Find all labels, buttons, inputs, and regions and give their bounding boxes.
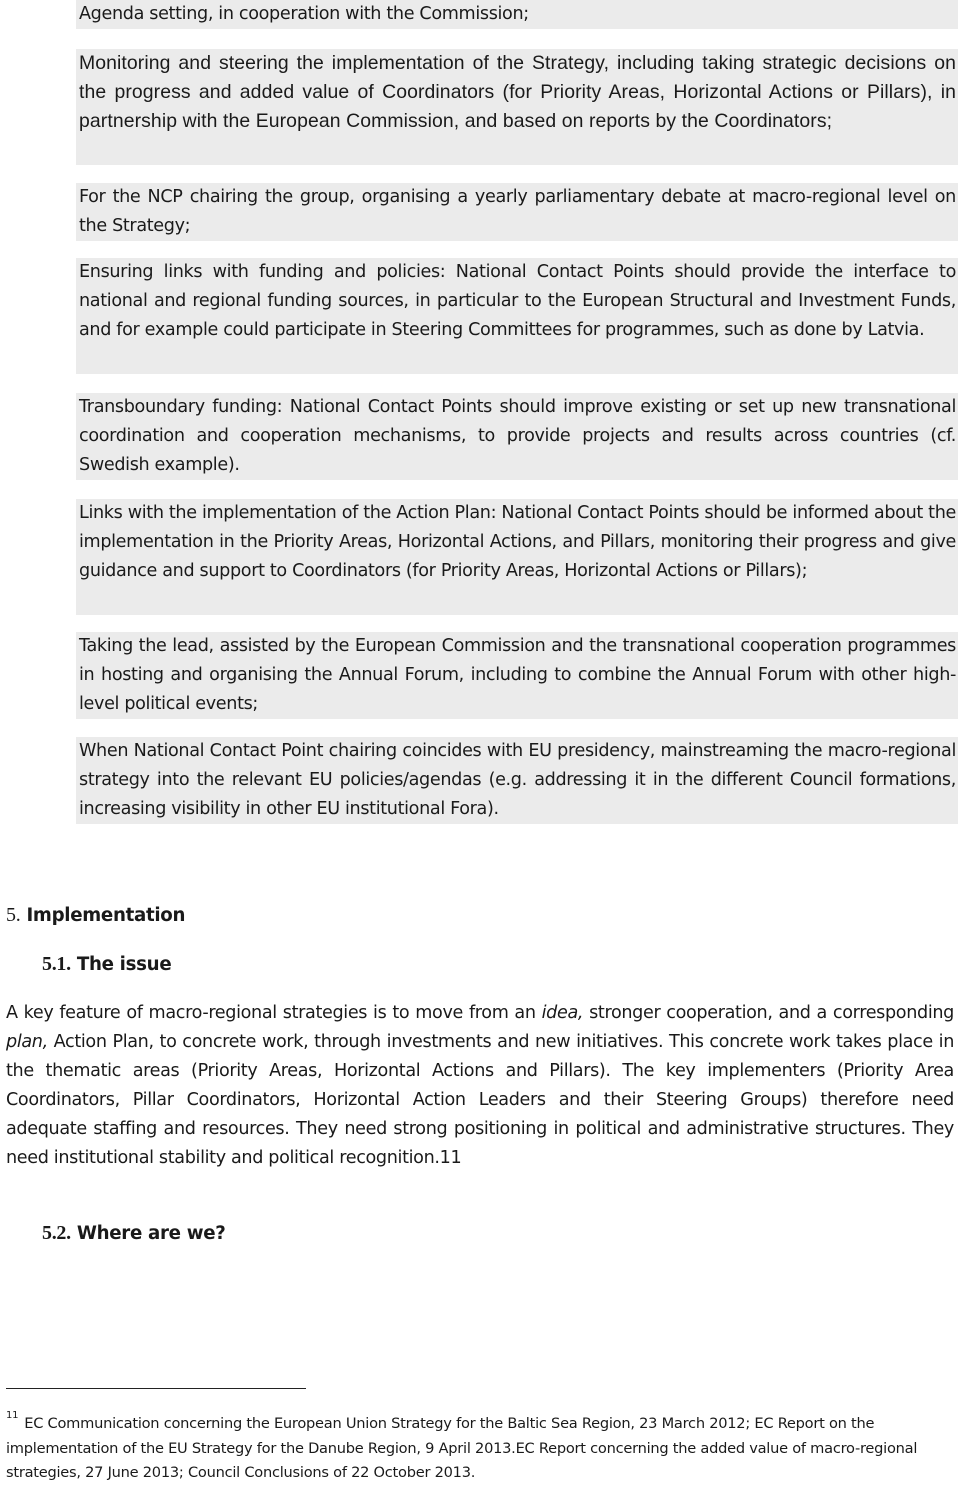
footnote-marker: 11: [6, 1410, 19, 1421]
idea-emphasis: idea,: [541, 1003, 584, 1023]
footnote-reference[interactable]: 11: [439, 1147, 462, 1168]
section-5-number: 5.: [6, 904, 21, 926]
section-5-2-number: 5.2.: [42, 1222, 71, 1244]
section-5-2-heading: [42, 1221, 226, 1246]
section-5-1-number: 5.1.: [42, 953, 71, 975]
paragraph-part-2: stronger cooperation, and a corresponding: [583, 1003, 955, 1023]
footnote-text: EC Communication concerning the European Union Strategy for the Baltic Sea Region, 23 March 2012; EC Report on the implementation of the EU Strategy for the Danube Region, 9 April 2013.EC Report concerning the added value of macro-regional strategies, 27 June 2013; Council Conclusions of 22 October 2013.: [6, 1415, 918, 1481]
list-item-parliamentary-debate: For the NCP chairing the group, organising a yearly parliamentary debate at macro-regional level on the Strategy;: [76, 183, 958, 241]
footnote-separator: [6, 1388, 306, 1389]
list-item-eu-presidency: When National Contact Point chairing coincides with EU presidency, mainstreaming the macro-regional strategy into the relevant EU policies/agendas (e.g. addressing it in the different Council formations, increasing visibility in other EU institutional Fora).: [76, 737, 958, 824]
list-item-funding-links: Ensuring links with funding and policies: National Contact Points should provide the interface to national and regional funding sources, in particular to the European Structural and Investment Funds, and for example could participate in Steering Committees for programmes, such as done by Latvia.: [76, 258, 958, 374]
paragraph-part-3: Action Plan, to concrete work, through investments and new initiatives. This concrete work takes place in the thematic areas (Priority Areas, Horizontal Actions and Pillars). The key implementers (Priority Area Coordinators, Pillar Coordinators, Horizontal Action Leaders and their Steering Groups) therefore need adequate staffing and resources. They need strong positioning in political and administrative structures. They need institutional stability and political recognition.: [6, 1031, 954, 1168]
section-5-1-heading: [42, 952, 171, 977]
section-5-2-title: Where are we?: [76, 1223, 226, 1244]
section-5-title: Implementation: [26, 905, 186, 926]
plan-emphasis: plan,: [6, 1031, 48, 1052]
paragraph-part-1: A key feature of macro-regional strategies is to move from an: [6, 1003, 542, 1023]
list-item-annual-forum: Taking the lead, assisted by the European Commission and the transnational cooperation programmes in hosting and organising the Annual Forum, including to combine the Annual Forum with other high-level political events;: [76, 632, 958, 719]
list-item-monitoring-steering: Monitoring and steering the implementation of the Strategy, including taking strategic decisions on the progress and added value of Coordinators (for Priority Areas, Horizontal Actions or Pillars), in partnership with the European Commission, and based on reports by the Coordinators;: [76, 49, 958, 165]
list-item-transboundary-funding: Transboundary funding: National Contact Points should improve existing or set up new transnational coordination and cooperation mechanisms, to provide projects and results across countries (cf. Swedish example).: [76, 393, 958, 480]
list-item-action-plan-links: Links with the implementation of the Action Plan: National Contact Points should be informed about the implementation in the Priority Areas, Horizontal Actions, and Pillars, monitoring their progress and give guidance and support to Coordinators (for Priority Areas, Horizontal Actions or Pillars);: [76, 499, 958, 615]
section-5-heading: [6, 903, 185, 928]
section-5-1-paragraph: [6, 999, 954, 1172]
footnote: [6, 1404, 946, 1486]
section-5-1-title: The issue: [76, 954, 172, 975]
list-item-agenda-setting: Agenda setting, in cooperation with the Commission;: [76, 0, 958, 29]
